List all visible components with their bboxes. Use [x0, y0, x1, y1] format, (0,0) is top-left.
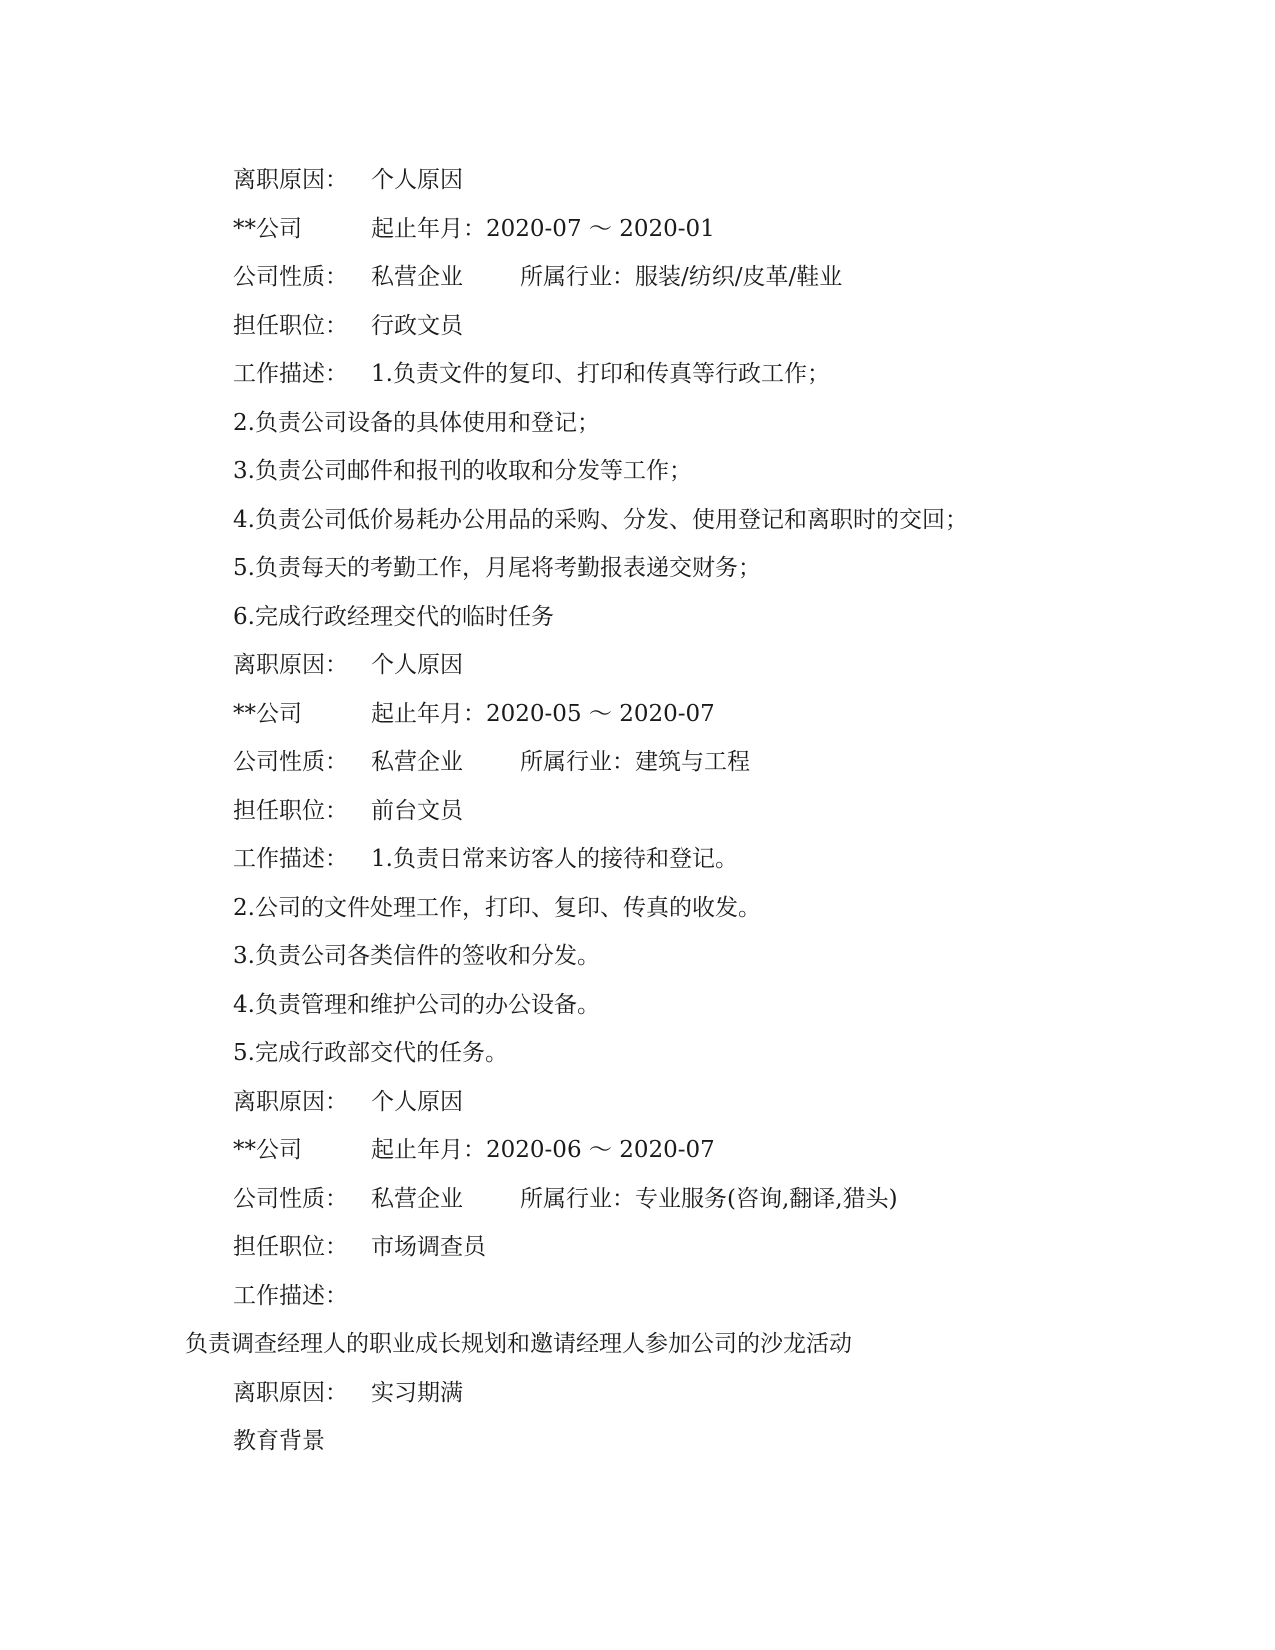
resume-work-history	[0, 156, 1275, 1466]
company-row	[0, 205, 1275, 254]
company-nature-row	[0, 1175, 1275, 1224]
nature-label: 公司性质：	[233, 1185, 348, 1212]
position-value: 市场调查员	[371, 1234, 486, 1260]
description-text: 负责调查经理人的职业成长规划和邀请经理人参加公司的沙龙活动	[185, 1331, 852, 1357]
leave-reason-row	[0, 1369, 1275, 1418]
description-line: 5.负责每天的考勤工作，月尾将考勤报表递交财务；	[233, 555, 761, 581]
section-heading-education: 教育背景	[233, 1428, 325, 1454]
nature-label: 公司性质：	[233, 749, 348, 775]
description-line: 4.负责管理和维护公司的办公设备。	[233, 991, 600, 1018]
description-label: 工作描述：	[233, 846, 348, 872]
company-name: **公司	[233, 1137, 302, 1163]
industry-text: 所属行业：服装/纺织/皮革/鞋业	[520, 264, 843, 290]
description-line: 1.负责文件的复印、打印和传真等行政工作；	[371, 361, 830, 387]
company-row	[0, 1126, 1275, 1175]
leave-reason-value: 个人原因	[371, 1088, 463, 1115]
description-line: 5.完成行政部交代的任务。	[233, 1040, 508, 1066]
description-row	[0, 835, 1275, 884]
position-value: 前台文员	[371, 797, 463, 824]
nature-value: 私营企业	[371, 749, 463, 775]
period-text: 起止年月：2020-07 ～ 2020-01	[371, 215, 715, 242]
nature-value: 私营企业	[371, 1185, 463, 1212]
description-line: 2.公司的文件处理工作，打印、复印、传真的收发。	[233, 894, 761, 921]
leave-reason-row	[0, 1078, 1275, 1127]
description-line: 1.负责日常来访客人的接待和登记。	[371, 846, 738, 872]
description-line: 3.负责公司邮件和报刊的收取和分发等工作；	[233, 458, 692, 484]
industry-text: 所属行业：建筑与工程	[520, 749, 750, 775]
leave-reason-value: 个人原因	[371, 167, 463, 193]
position-label: 担任职位：	[233, 797, 348, 824]
position-row	[0, 302, 1275, 351]
leave-reason-value: 实习期满	[371, 1379, 463, 1406]
position-value: 行政文员	[371, 312, 463, 339]
industry-text: 所属行业：专业服务(咨询,翻译,猎头)	[520, 1185, 898, 1212]
nature-value: 私营企业	[371, 264, 463, 290]
period-text: 起止年月：2020-05 ～ 2020-07	[371, 700, 715, 727]
leave-reason-label: 离职原因：	[233, 1379, 348, 1406]
leave-reason-label: 离职原因：	[233, 652, 348, 678]
leave-reason-label: 离职原因：	[233, 1088, 348, 1115]
company-nature-row	[0, 738, 1275, 787]
company-row	[0, 690, 1275, 739]
description-line: 3.负责公司各类信件的签收和分发。	[233, 943, 600, 969]
position-label: 担任职位：	[233, 312, 348, 339]
position-row	[0, 1223, 1275, 1272]
company-nature-row	[0, 253, 1275, 302]
description-line: 6.完成行政经理交代的临时任务	[233, 603, 554, 630]
description-row	[0, 1272, 1275, 1321]
description-row	[0, 350, 1275, 399]
leave-reason-label: 离职原因：	[233, 167, 348, 193]
description-line: 2.负责公司设备的具体使用和登记；	[233, 409, 600, 436]
description-label: 工作描述：	[233, 361, 348, 387]
position-label: 担任职位：	[233, 1234, 348, 1260]
period-text: 起止年月：2020-06 ～ 2020-07	[371, 1137, 715, 1163]
leave-reason-value: 个人原因	[371, 652, 463, 678]
nature-label: 公司性质：	[233, 264, 348, 290]
company-name: **公司	[233, 215, 302, 242]
leave-reason-row	[0, 156, 1275, 205]
leave-reason-row	[0, 641, 1275, 690]
company-name: **公司	[233, 700, 302, 727]
position-row	[0, 787, 1275, 836]
description-label: 工作描述：	[233, 1282, 348, 1309]
description-line: 4.负责公司低价易耗办公用品的采购、分发、使用登记和离职时的交回；	[233, 506, 968, 533]
